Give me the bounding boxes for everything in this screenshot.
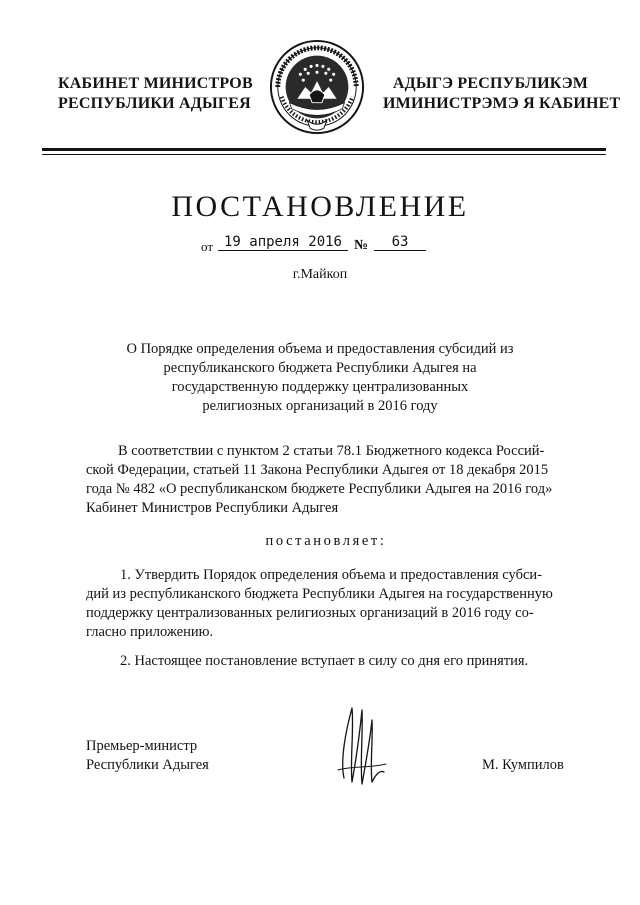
city-label: г.Майкоп <box>292 267 348 282</box>
handwritten-signature-icon <box>330 700 390 790</box>
adygea-coat-of-arms-icon <box>268 38 366 136</box>
item-1-line: 1. Утвердить Порядок определения объема и предоставления субси- <box>120 567 543 583</box>
item-2-paragraph <box>86 652 570 671</box>
header-right-line: ИМИНИСТРЭМЭ Я КАБИНЕТ <box>383 95 621 112</box>
signer-name: М. Кумпилов <box>482 757 564 773</box>
position-line: Премьер-министр <box>86 738 198 754</box>
position-line: Республики Адыгея <box>86 757 209 773</box>
preamble-line: Кабинет Министров Республики Адыгея <box>86 500 339 516</box>
preamble-line: В соответствии с пунктом 2 статьи 78.1 Бюджетного кодекса Россий- <box>118 443 545 459</box>
document-date: 19 апреля 2016 <box>218 234 348 251</box>
header-left-line: РЕСПУБЛИКИ АДЫГЕЯ <box>58 95 251 112</box>
item-1-line: гласно приложению. <box>86 624 214 640</box>
document-number: 63 <box>374 234 426 251</box>
header-divider-thin <box>42 154 606 155</box>
date-prefix: от <box>201 239 214 254</box>
header-right-title <box>383 74 621 114</box>
subject-line: государственную поддержку централизованных <box>171 379 469 395</box>
header-left-title <box>58 74 253 114</box>
header-divider-thick <box>42 148 606 151</box>
item-2-line: 2. Настоящее постановление вступает в силу со дня его принятия. <box>120 653 529 669</box>
subject-line: республиканского бюджета Республики Адыгея на <box>163 360 477 376</box>
date-number-line <box>0 234 640 256</box>
subject-line: религиозных организаций в 2016 году <box>202 398 438 414</box>
preamble-line: года № 482 «О республиканском бюджете Республики Адыгея на 2016 год» <box>86 481 553 497</box>
header-left-line: КАБИНЕТ МИНИСТРОВ <box>58 75 253 92</box>
decree-word: постановляет: <box>265 533 387 549</box>
preamble-paragraph <box>86 442 570 518</box>
document-subject <box>100 340 540 416</box>
preamble-line: ской Федерации, статьей 11 Закона Республики Адыгея от 18 декабря 2015 <box>86 462 549 478</box>
item-1-line: дий из республиканского бюджета Республики Адыгея на государственную <box>86 586 553 602</box>
item-1-paragraph <box>86 566 570 642</box>
item-1-line: поддержку централизованных религиозных организаций в 2016 году со- <box>86 605 534 621</box>
header-right-line: АДЫГЭ РЕСПУБЛИКЭМ <box>392 75 589 92</box>
number-prefix: № <box>354 238 369 253</box>
subject-line: О Порядке определения объема и предоставления субсидий из <box>126 341 514 357</box>
document-title: ПОСТАНОВЛЕНИЕ <box>171 190 469 223</box>
signer-position <box>86 737 209 775</box>
